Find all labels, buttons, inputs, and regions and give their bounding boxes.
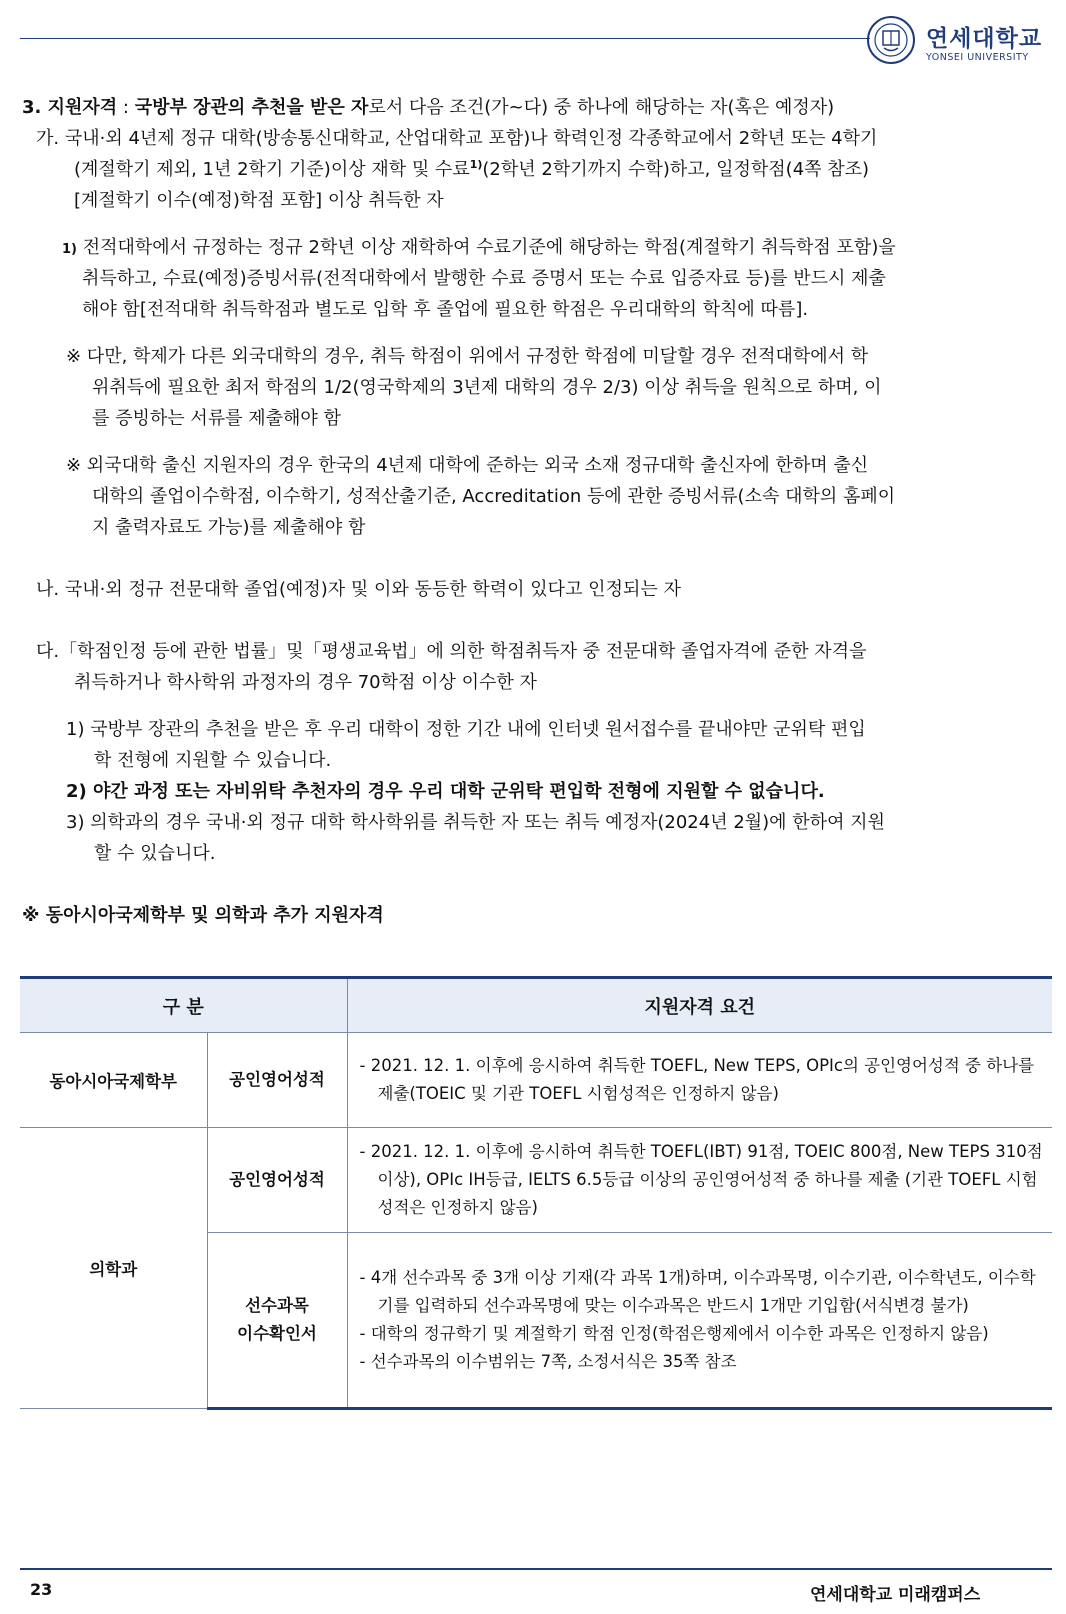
yonsei-seal-icon: [866, 15, 916, 65]
requirements-table: [20, 976, 1052, 1410]
table-header-category: 구 분: [20, 978, 347, 1033]
item-ga-line1: 가. 국내·외 4년제 정규 대학(방송통신대학교, 산업대학교 포함)나 학력인정 각종학교에서 2학년 또는 4학기: [36, 128, 878, 149]
note-3-line2: 할 수 있습니다.: [94, 843, 216, 864]
note-3-line1: 3) 의학과의 경우 국내·외 정규 대학 학사학위를 취득한 자 또는 취득 예정자(2024년 2월)에 한하여 지원: [66, 812, 885, 833]
remark-1-line3: 를 증빙하는 서류를 제출해야 함: [92, 408, 341, 429]
title-colon: :: [117, 97, 135, 118]
requirement-cell: [347, 1128, 1052, 1233]
logo-english-text: YONSEI UNIVERSITY: [926, 52, 1029, 63]
yonsei-logo: [866, 10, 1056, 70]
footnote-1-line3: 해야 함[전적대학 취득학점과 별도로 입학 후 졸업에 필요한 학점은 우리대학의 학칙에 따름].: [82, 299, 809, 320]
table-header-requirements: 지원자격 요건: [347, 978, 1052, 1033]
requirement-item: - 대학의 정규학기 및 계절학기 학점 인정(학점은행제에서 이수한 과목은 인정하지 않음): [359, 1324, 989, 1343]
footnote-1-text: 전적대학에서 규정하는 정규 2학년 이상 재학하여 수료기준에 해당하는 학점(계절학기 취득학점 포함)을: [77, 237, 896, 258]
subcategory-cell: [207, 1233, 347, 1409]
subcategory-line: 선수과목: [245, 1296, 309, 1315]
requirement-item: - 2021. 12. 1. 이후에 응시하여 취득한 TOEFL(IBT) 91점, TOEIC 800점, New TEPS 310점 이상), OPIc IH등급, IELTS 6.5등급 이상의 공인영어성적 중 하나를 제출 (기관 TOEFL 시험성적은 인정하지 않음): [359, 1142, 1043, 1217]
note-1-line1: 1) 국방부 장관의 추천을 받은 후 우리 대학이 정한 기간 내에 인터넷 원서접수를 끝내야만 군위탁 편입: [66, 719, 866, 740]
category-cell: 의학과: [20, 1128, 207, 1409]
header-rule: [20, 38, 870, 39]
requirement-item: - 선수과목의 이수범위는 7쪽, 소정서식은 35쪽 참조: [359, 1352, 737, 1371]
subcategory-cell: 공인영어성적: [207, 1128, 347, 1233]
section-3-title: [22, 92, 834, 124]
table-row: [20, 1033, 1052, 1128]
item-ga-line2: [74, 154, 869, 186]
item-na-line1: 나. 국내·외 정규 전문대학 졸업(예정)자 및 이와 동등한 학력이 있다고 인정되는 자: [36, 579, 681, 600]
requirement-cell: [347, 1233, 1052, 1409]
remark-2-line1: ※ 외국대학 출신 지원자의 경우 한국의 4년제 대학에 준하는 외국 소재 정규대학 출신자에 한하며 출신: [66, 455, 869, 476]
extra-requirements-title: ※ 동아시아국제학부 및 의학과 추가 지원자격: [22, 905, 384, 926]
item-da-line1: 다.「학점인정 등에 관한 법률」및「평생교육법」에 의한 학점취득자 중 전문대학 졸업자격에 준한 자격을: [36, 641, 867, 662]
note-1-line2: 학 전형에 지원할 수 있습니다.: [94, 750, 332, 771]
subcategory-line: 이수확인서: [237, 1324, 317, 1343]
item-ga-line2b: (2학년 2학기까지 수학)하고, 일정학점(4쪽 참조): [482, 159, 870, 180]
logo-korean-text: 연세대학교: [926, 26, 1043, 52]
table-row: [20, 1128, 1052, 1233]
requirement-item: - 4개 선수과목 중 3개 이상 기재(각 과목 1개)하며, 이수과목명, 이수기관, 이수학년도, 이수학기를 입력하되 선수과목명에 맞는 이수과목은 반드시 1개만 기입함(서식변경 불가): [359, 1268, 1036, 1315]
table-header-row: [20, 978, 1052, 1033]
requirement-cell: [347, 1033, 1052, 1128]
footnote-marker: 1): [469, 158, 483, 171]
remark-1-line1: ※ 다만, 학제가 다른 외국대학의 경우, 취득 학점이 위에서 규정한 학점에 미달할 경우 전적대학에서 학: [66, 346, 869, 367]
title-rest: 로서 다음 조건(가~다) 중 하나에 해당하는 자(혹은 예정자): [368, 97, 835, 118]
footer-rule: [20, 1568, 1052, 1570]
note-2-line1: 2) 야간 과정 또는 자비위탁 추천자의 경우 우리 대학 군위탁 편입학 전형에 지원할 수 없습니다.: [66, 781, 825, 802]
requirement-item: - 2021. 12. 1. 이후에 응시하여 취득한 TOEFL, New TEPS, OPIc의 공인영어성적 중 하나를 제출(TOEIC 및 기관 TOEFL 시험성적은 인정하지 않음): [359, 1056, 1035, 1103]
footnote-1-marker: 1): [62, 242, 77, 257]
remark-2-line3: 지 출력자료도 가능)를 제출해야 함: [92, 517, 366, 538]
footnote-1-line1: [62, 232, 896, 266]
title-emphasis: 국방부 장관의 추천을 받은 자: [134, 97, 369, 118]
section-number: 3. 지원자격: [22, 97, 118, 118]
footnote-1-line2: 취득하고, 수료(예정)증빙서류(전적대학에서 발행한 수료 증명서 또는 수료 입증자료 등)를 반드시 제출: [82, 268, 886, 289]
subcategory-cell: 공인영어성적: [207, 1033, 347, 1128]
item-ga-line3: [계절학기 이수(예정)학점 포함] 이상 취득한 자: [74, 190, 444, 211]
footer-campus-name: 연세대학교 미래캠퍼스: [810, 1585, 981, 1605]
category-cell: 동아시아국제학부: [20, 1033, 207, 1128]
item-ga-line2a: (계절학기 제외, 1년 2학기 기준)이상 재학 및 수료: [74, 159, 470, 180]
remark-2-line2: 대학의 졸업이수학점, 이수학기, 성적산출기준, Accreditation 등에 관한 증빙서류(소속 대학의 홈페이: [92, 486, 896, 507]
remark-1-line2: 위취득에 필요한 최저 학점의 1/2(영국학제의 3년제 대학의 경우 2/3) 이상 취득을 원칙으로 하며, 이: [92, 377, 882, 398]
page-number: 23: [30, 1580, 53, 1599]
item-da-line2: 취득하거나 학사학위 과정자의 경우 70학점 이상 이수한 자: [74, 672, 537, 693]
